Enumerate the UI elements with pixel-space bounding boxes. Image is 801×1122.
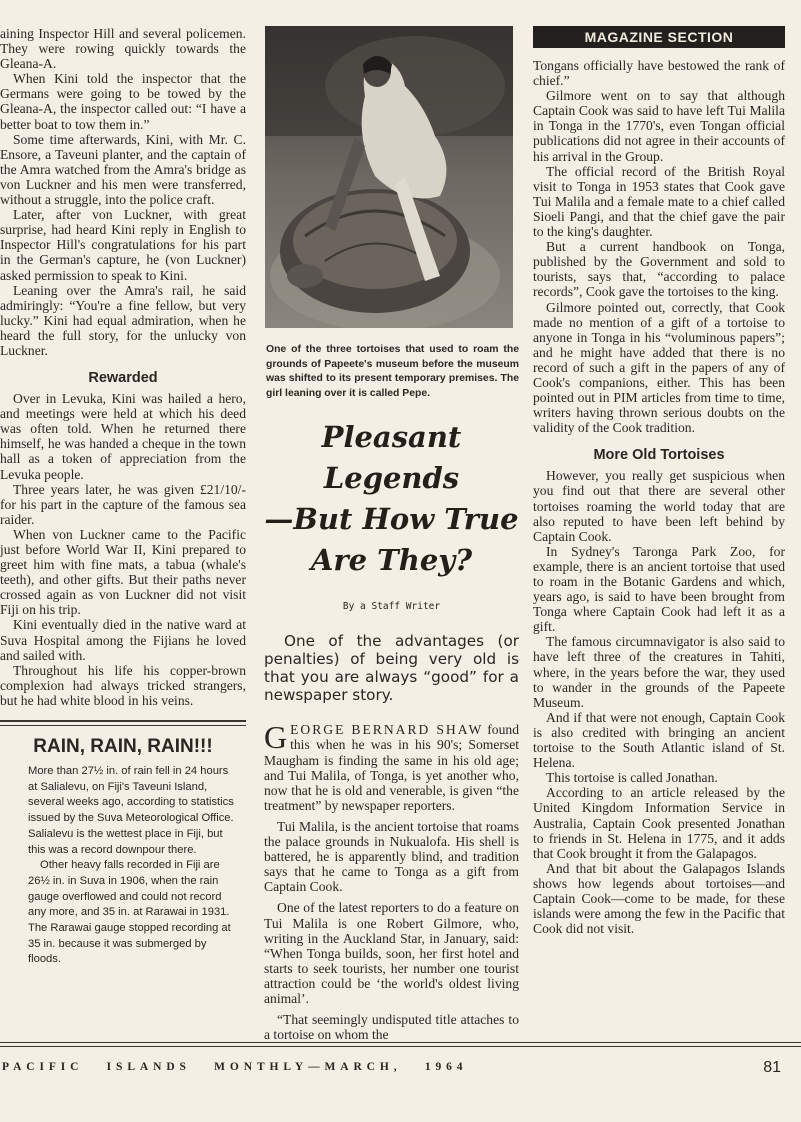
paragraph: The famous circumnavigator is also said to have left three of the creatures in Tahiti, where, in the years before the war, they used to wander in the grounds of the Papeete Museum. [533, 634, 785, 710]
paragraph: Three years later, he was given £21/10/- for his part in the capture of the famous sea raider. [0, 481, 246, 527]
rain-box-title: RAIN, RAIN, RAIN!!! [33, 736, 213, 758]
paragraph: Throughout his life his copper-brown complexion had always tricked strangers, but he had white blood in his veins. [0, 662, 246, 708]
article-continuation-bottom [533, 468, 785, 936]
lead-rest: found this when he was in his 90's; Somerset Maugham is finding the same in his old age; and Tui Malila, of Tonga, is yet another who, now that he is old and venerable, is given “the treatment” by newspaper reporters. [264, 722, 519, 813]
byline: By a Staff Writer [342, 601, 441, 613]
paragraph: When Kini told the inspector that the Germans were going to be towed by the Gleana-A, the inspector called out: “I have a better boat to tow them in.” [0, 71, 246, 132]
footer-rule-inner [0, 1046, 801, 1047]
headline-line: Are They? [310, 543, 473, 578]
article-continuation-bottom [0, 391, 246, 708]
paragraph: Over in Levuka, Kini was hailed a hero, and meetings were held at which his deed was often told. When he returned there himself, he was handed a cheque in the town hall as a token of appreciation from the Levuka people. [0, 391, 246, 482]
footer-masthead: PACIFIC ISLANDS MONTHLY—MARCH, 1964 [2, 1061, 468, 1073]
article-continuation [533, 58, 785, 435]
paragraph: One of the latest reporters to do a feature on Tui Malila is one Robert Gilmore, who, writing in the Auckland Star, in January, said: “When Tonga builds, soon, her first hotel and starts to seek tourists, her number one tourist attraction could be ‘the world's oldest living animal’. [264, 900, 519, 1006]
box-top-rule [0, 720, 246, 722]
footer-rule [0, 1042, 801, 1043]
paragraph: But a current handbook on Tonga, published by the Government and sold to tourists, says that, “according to palace records”, Cook gave the tortoises to the king. [533, 239, 785, 300]
paragraph: According to an article released by the United Kingdom Information Service in Australia, Captain Cook presented Jonathan to friends in St. Helena in 1775, and it adds that Cook brought it from the Galapagos. [533, 785, 785, 861]
tortoise-photo-illustration [265, 26, 513, 328]
paragraph: In Sydney's Taronga Park Zoo, for example, there is an ancient tortoise that used to roam in the Botanic Gardens and which, years ago, is said to have been brought from Tonga where Captain Cook had left it as a gift. [533, 543, 785, 635]
intro-paragraph: One of the advantages (or penalties) of being very old is that you are always “good” for a newspaper story. [264, 632, 519, 705]
section-label: MAGAZINE SECTION [533, 26, 785, 48]
paragraph: “That seemingly undisputed title attaches to a tortoise on whom the [264, 1012, 519, 1043]
paragraph: Gilmore went on to say that although Captain Cook was said to have left Tui Malila in Tonga in the 1770's, even Tongan official publications did not agree in their accounts of his arrival in the Group. [533, 88, 785, 164]
paragraph: Gilmore pointed out, correctly, that Cook made no mention of a gift of a tortoise to anyone in Tonga in his “voluminous papers”; and he might have added that there is no record of such a gift in the papers of any of Cook's companions, either. This has been pointed out in PIM articles from time to time, writers having thrown serious doubts on the validity of the Cook tradition. [533, 299, 785, 436]
box-top-rule-inner [0, 725, 246, 726]
lead-paragraph [264, 719, 519, 813]
photo-caption: One of the three tortoises that used to roam the grounds of Papeete's museum before the museum was shifted to its present temporary premises. The girl leaning over it is called Pepe. [266, 344, 519, 399]
lead-smallcaps: EORGE BERNARD SHAW [290, 722, 484, 738]
paragraph: Leaning over the Amra's rail, he said admiringly: “You're a fine fellow, but very lucky.” Kini had equal admiration, when he heard the full story, for the unlucky von Luckner. [0, 282, 246, 358]
paragraph: More than 27½ in. of rain fell in 24 hours at Salialevu, on Fiji's Taveuni Island, several weeks ago, according to statistics issued by the Suva Meteorological Office. Salialevu is the wettest place in Fiji, but this was a record downpour there. [28, 765, 234, 856]
paragraph: Kini eventually died in the native ward at Suva Hospital among the Fijians he loved and sailed with. [0, 617, 246, 663]
paragraph: aining Inspector Hill and several policemen. They were rowing quickly towards the Gleana-A. [0, 26, 246, 72]
subhead-more-old-tortoises: More Old Tortoises [593, 447, 725, 464]
column-3 [533, 26, 785, 936]
paragraph: Other heavy falls recorded in Fiji are 26½ in. in Suva in 1906, when the rain gauge overflowed and could not record any more, and 35 in. at Rarawai in 1931. The Rarawai gauge stopped recording at 35 in. because it was submerged by floods. [28, 859, 231, 966]
paragraph: This tortoise is called Jonathan. [546, 770, 718, 786]
rain-box-text [0, 764, 246, 968]
headline-line: —But How True [264, 502, 519, 537]
paragraph: Tongans officially have bestowed the rank of chief.” [533, 58, 785, 89]
article-headline [264, 417, 519, 581]
paragraph: The official record of the British Royal visit to Tonga in 1953 states that Cook gave Tui Malila and a female mate to a chief called Sioeli Pangi, and that the chief gave the pair to the king's daughter. [533, 163, 785, 240]
page-number: 81 [763, 1059, 781, 1076]
column-2 [264, 26, 519, 1042]
column-1 [0, 26, 246, 968]
paragraph: However, you really get suspicious when you find out that there are several other tortoises roaming the world today that are also reputed to have been left behind by Captain Cook. [533, 468, 785, 544]
paragraph: Tui Malila, is the ancient tortoise that roams the palace grounds in Nukualofa. His shell is battered, he is apparently blind, and tradition says that he came to Tonga as a gift from Captain Cook. [264, 818, 519, 895]
rain-box [0, 736, 246, 968]
subhead-rewarded: Rewarded [88, 370, 158, 387]
article-intro [264, 632, 519, 704]
paragraph: Some time afterwards, Kini, with Mr. C. Ensore, a Taveuni planter, and the captain of the Amra watched from the Amra's bridge as von Luckner and his men were transferred, without a struggle, into the police craft. [0, 131, 246, 208]
tortoise-photo [265, 26, 513, 328]
article-body [264, 719, 519, 1043]
page-footer [0, 1061, 801, 1079]
paragraph: When von Luckner came to the Pacific just before World War II, Kini prepared to greet him with fine mats, a tabua (whale's teeth), and other gifts. But their paths never crossed again as von Luckner did not visit Fiji on his trip. [0, 526, 246, 618]
drop-cap: G [264, 719, 288, 756]
paragraph: And if that were not enough, Captain Cook is also credited with bringing an ancient tortoise to the South Atlantic island of St. Helena. [533, 709, 785, 771]
paragraph: Later, after von Luckner, with great surprise, had heard Kini reply in English to Inspector Hill's congratulations for his part in the German's capture, he (von Luckner) asked permission to speak to Kini. [0, 207, 246, 283]
paragraph: And that bit about the Galapagos Islands shows how legends about tortoises—and Captain Cook—come to be made, for these islands were among the few in the Pacific that Cook did not visit. [533, 860, 785, 937]
headline-line: Pleasant Legends [321, 420, 462, 496]
article-continuation-top [0, 26, 246, 358]
